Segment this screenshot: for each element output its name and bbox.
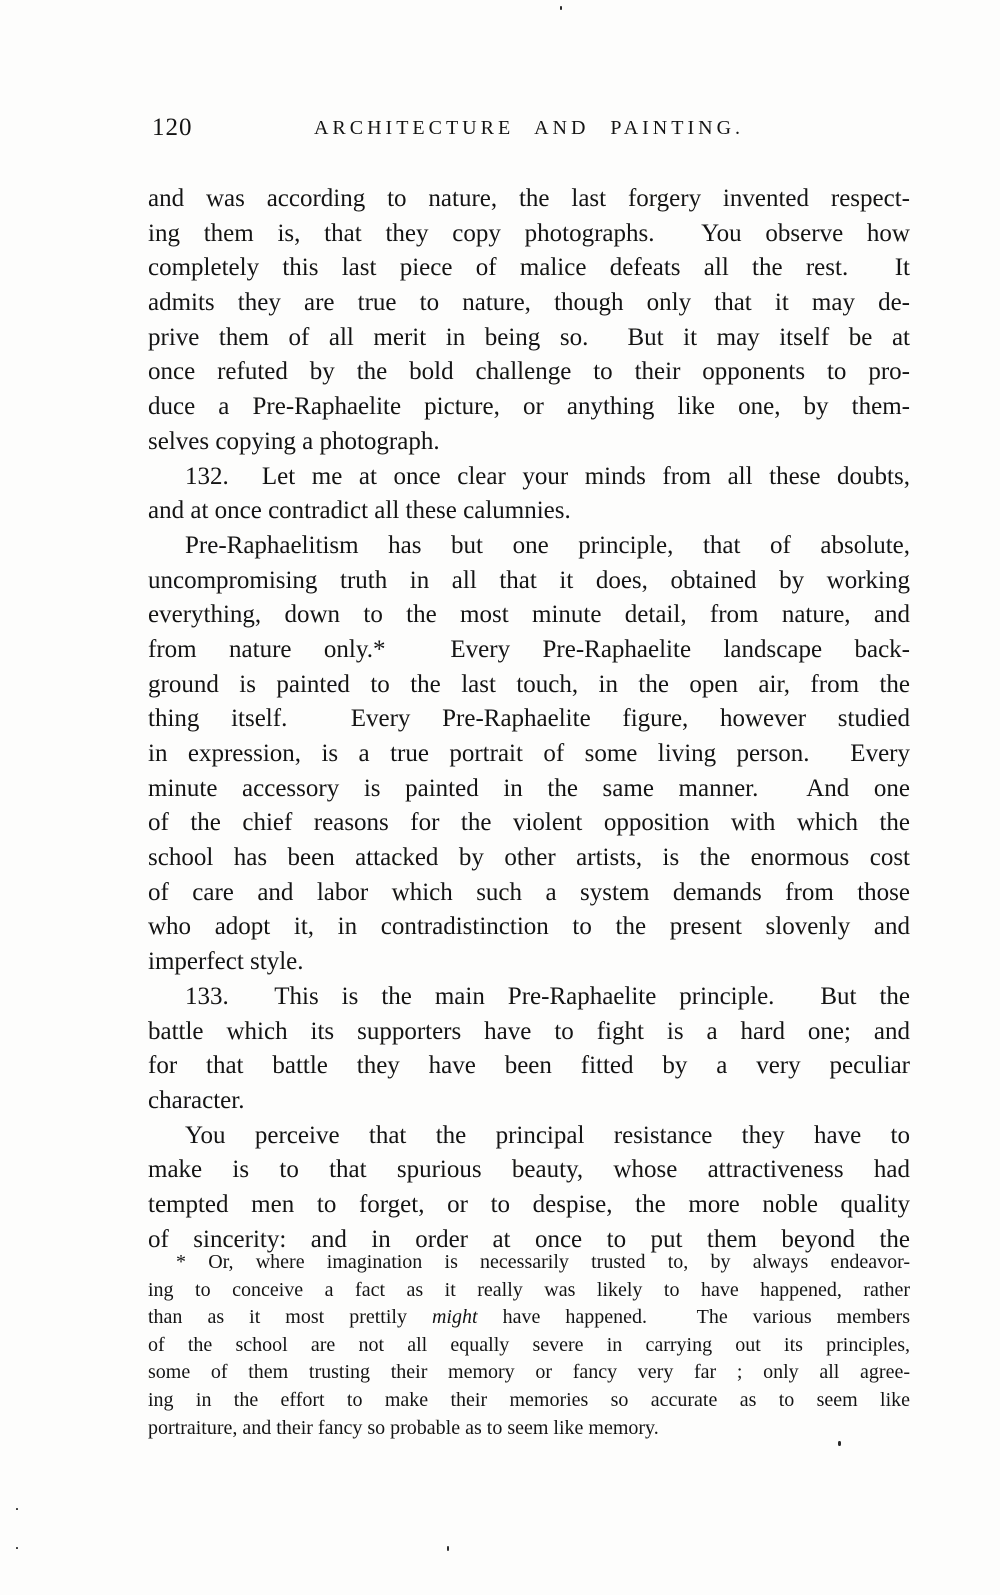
paragraph bbox=[148, 182, 910, 460]
text-line: ing to conceive a fact as it really was likely to have happened, rather bbox=[148, 1278, 910, 1301]
text-line: selves copying a photograph. bbox=[148, 427, 440, 455]
running-title: ARCHITECTURE AND PAINTING. bbox=[313, 117, 745, 139]
text-line: Pre-Raphaelitism has but one principle, that of absolute, bbox=[185, 531, 910, 559]
text-line: tempted men to forget, or to despise, the more noble quality bbox=[148, 1190, 910, 1218]
text-line: of sincerity: and in order at once to put them beyond the bbox=[148, 1225, 910, 1253]
text-line: duce a Pre-Raphaelite picture, or anything like one, by them- bbox=[148, 393, 910, 421]
paragraph bbox=[148, 529, 910, 980]
paragraph bbox=[148, 460, 910, 529]
paragraph bbox=[148, 1119, 910, 1258]
page-number: 120 bbox=[152, 114, 193, 141]
text-line: of the school are not all equally severe in carrying out its principles, bbox=[148, 1333, 910, 1356]
scan-speck bbox=[560, 6, 562, 10]
page-header bbox=[148, 112, 910, 146]
text-line: for that battle they have been fitted by a very peculiar bbox=[148, 1052, 910, 1080]
text-line: school has been attacked by other artists, is the enormous cost bbox=[148, 844, 910, 872]
text-line: prive them of all merit in being so. But it may itself be at bbox=[148, 323, 910, 351]
text-line: character. bbox=[148, 1086, 245, 1114]
text-line: and was according to nature, the last forgery invented respect- bbox=[148, 185, 910, 212]
text-line: once refuted by the bold challenge to their opponents to pro- bbox=[148, 358, 910, 386]
text-line: admits they are true to nature, though only that it may de- bbox=[148, 289, 910, 317]
text-line: thing itself. Every Pre-Raphaelite figure, however studied bbox=[148, 705, 910, 733]
text-line: ing them is, that they copy photographs. You observe how bbox=[148, 219, 910, 247]
text-line: minute accessory is painted in the same manner. And one bbox=[148, 774, 910, 802]
paragraph bbox=[148, 1249, 910, 1442]
text-line: battle which its supporters have to fight is a hard one; and bbox=[148, 1017, 910, 1045]
text-line: 132. Let me at once clear your minds from all these doubts, bbox=[185, 462, 910, 490]
text-line: make is to that spurious beauty, whose attractiveness had bbox=[148, 1156, 910, 1184]
text-line: of the chief reasons for the violent opposition with which the bbox=[148, 809, 910, 837]
text-line: everything, down to the most minute detail, from nature, and bbox=[148, 601, 910, 629]
text-line: ing in the effort to make their memories so accurate as to seem like bbox=[148, 1388, 910, 1411]
text-line: in expression, is a true portrait of some living person. Every bbox=[148, 740, 910, 767]
scan-speck bbox=[16, 1547, 18, 1549]
text-line: of care and labor which such a system demands from those bbox=[148, 878, 910, 906]
text-line: imperfect style. bbox=[148, 948, 304, 976]
text-line: from nature only.* Every Pre-Raphaelite landscape back- bbox=[148, 635, 910, 663]
body-text bbox=[148, 182, 910, 1257]
scan-speck bbox=[447, 1546, 449, 1551]
text-line: uncompromising truth in all that it does, obtained by working bbox=[148, 566, 910, 594]
text-line: and at once contradict all these calumnies. bbox=[148, 497, 571, 525]
text-line: completely this last piece of malice defeats all the rest. It bbox=[148, 254, 910, 282]
text-line: 133. This is the main Pre-Raphaelite principle. But the bbox=[185, 982, 910, 1010]
text-line: * Or, where imagination is necessarily trusted to, by always endeavor- bbox=[176, 1251, 910, 1273]
text-line: portraiture, and their fancy so probable as to seem like memory. bbox=[148, 1416, 659, 1439]
text-line: who adopt it, in contradistinction to the present slovenly and bbox=[148, 913, 910, 941]
text-line: ground is painted to the last touch, in the open air, from the bbox=[148, 670, 910, 698]
paragraph bbox=[148, 980, 910, 1119]
text-line: You perceive that the principal resistance they have to bbox=[185, 1121, 910, 1149]
text-line: than as it most prettily might have happened. The various members bbox=[148, 1306, 910, 1329]
text-line: some of them trusting their memory or fancy very far ; only all agree- bbox=[148, 1361, 910, 1384]
footnote bbox=[148, 1249, 910, 1442]
scan-speck bbox=[16, 1508, 18, 1510]
